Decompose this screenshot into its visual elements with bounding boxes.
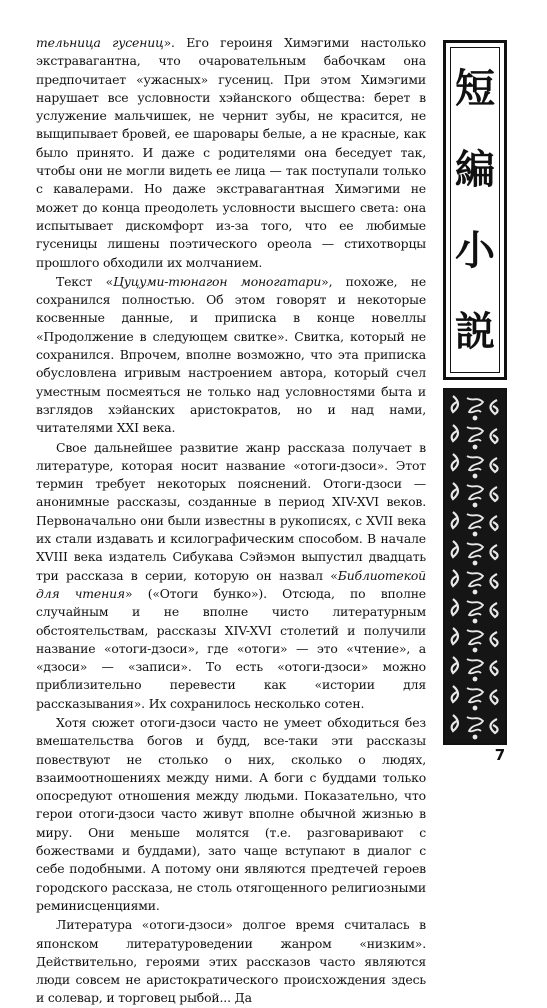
ornament-motif [452, 512, 498, 536]
text-run: Литература «отоги-дзоси» долгое время считалась в японском литературоведении жанром «низким». Действительно, героями этих рассказов часто являются люди совсем не аристократического происхождения здесь и солевар, и торговец рыбой... Да [36, 917, 426, 1006]
ornament-motif [452, 483, 498, 507]
paragraph [36, 439, 426, 713]
italic-title: Цуцуми-тюнагон моногатари [113, 273, 322, 289]
sidebar [443, 40, 507, 745]
title-char-2: 編 [455, 146, 495, 193]
title-panel [443, 40, 507, 380]
paragraph [36, 916, 426, 1007]
text-run: » («Отоги бунко»). Отсюда, по вполне случайным и не вполне чисто литературным обстоятельствам, рассказы XIV-XVI столетий и получили название «отоги-дзоси», где «отоги» — это «чтение», а «дзоси» — «записи». То есть «отоги-дзоси» можно приблизительно перевести как «истории для рассказывания». Их сохранилось несколько сотен. [36, 585, 426, 711]
text-run: ». Его героиня Химэгими настолько экстравагантна, что очаровательным бабочкам она предпочитает «ужасных» гусениц. При этом Химэгими нарушает все условности хэйанского общества: берет в услужение мальчишек, не чернит зубы, не красится, не выщипывает бровей, ее шаровары белые, а не красные, как было принято. И даже с родителями она беседует так, чтобы они не могли видеть ее лица — так поступали только с кавалерами. Но даже экстравагантная Химэгими не может до конца преодолеть условности высшего света: она испытывает дискомфорт из-за того, что ее любимые гусеницы лишены поэтического ореола — стихотворцы прошлого обходили их молчанием. [36, 35, 426, 270]
text-run: Хотя сюжет отоги-дзоси часто не умеет обходиться без вмешательства богов и будд, все-таки эти рассказы повествуют не столько о них, сколько о людях, взаимоотношениях между ними. А боги с буддами только опосредуют отношения между людьми. Показательно, что герои отоги-дзоси часто живут вполне обычной жизнью в миру. Они меньше молятся (т.е. разговаривают с божествами и буддами), зато чаще вступают в диалог с себе подобными. А потому они являются предтечей героев городского рассказа, не столь отягощенного религиозными реминисценциями. [36, 714, 426, 913]
title-char-3: 小 [455, 227, 495, 274]
ornament-motif [452, 541, 498, 565]
ornament-pattern [445, 390, 505, 743]
paragraph [36, 714, 426, 915]
ornament-motif [452, 454, 498, 478]
ornament-motif [452, 657, 498, 681]
ornament-motif [452, 686, 498, 710]
ornament-motif [452, 425, 498, 449]
text-run: Текст « [56, 273, 114, 289]
title-char-4: 説 [455, 308, 495, 355]
italic-title: Библиотекой для чтения [36, 567, 426, 601]
text-run: », похоже, не сохранился полностью. Об этом говорят и некоторые косвенные данные, и приписка в конце новеллы «Продолжение в следующем свитке». Свитка, который не сохранился. Впрочем, вполне возможно, что эта приписка обусловлена игривым настроением автора, который счел уместным посмеяться не только над условностями быта и взглядов хэйанских аристократов, но и над нами, читателями XXI века. [36, 273, 426, 436]
ornament-motif [452, 599, 498, 623]
paragraph [36, 34, 426, 272]
title-char-1: 短 [455, 65, 495, 112]
paragraph [36, 273, 426, 438]
vertical-title [450, 47, 500, 373]
ornament-motif [452, 570, 498, 594]
text-run: Свое дальнейшее развитие жанр рассказа получает в литературе, которая носит название «отоги-дзоси». Этот термин требует некоторых пояснений. Отоги-дзоси — анонимные рассказы, созданные в период XIV-XVI веков. Первоначально они были известны в рукописях, с XVII века их стали издавать и ксилографическим способом. В начале XVIII века издатель Сибукава Сэйэмон выпустил двадцать три рассказа в серии, которую он назвал « [36, 439, 426, 583]
ornament-motif [452, 715, 498, 739]
ornament-band [443, 388, 507, 745]
ornament-motif [452, 396, 498, 420]
main-text [36, 34, 426, 1008]
page-number: 7 [494, 746, 506, 764]
ornament-motif [452, 628, 498, 652]
italic-title: тельница гусениц [36, 35, 164, 50]
